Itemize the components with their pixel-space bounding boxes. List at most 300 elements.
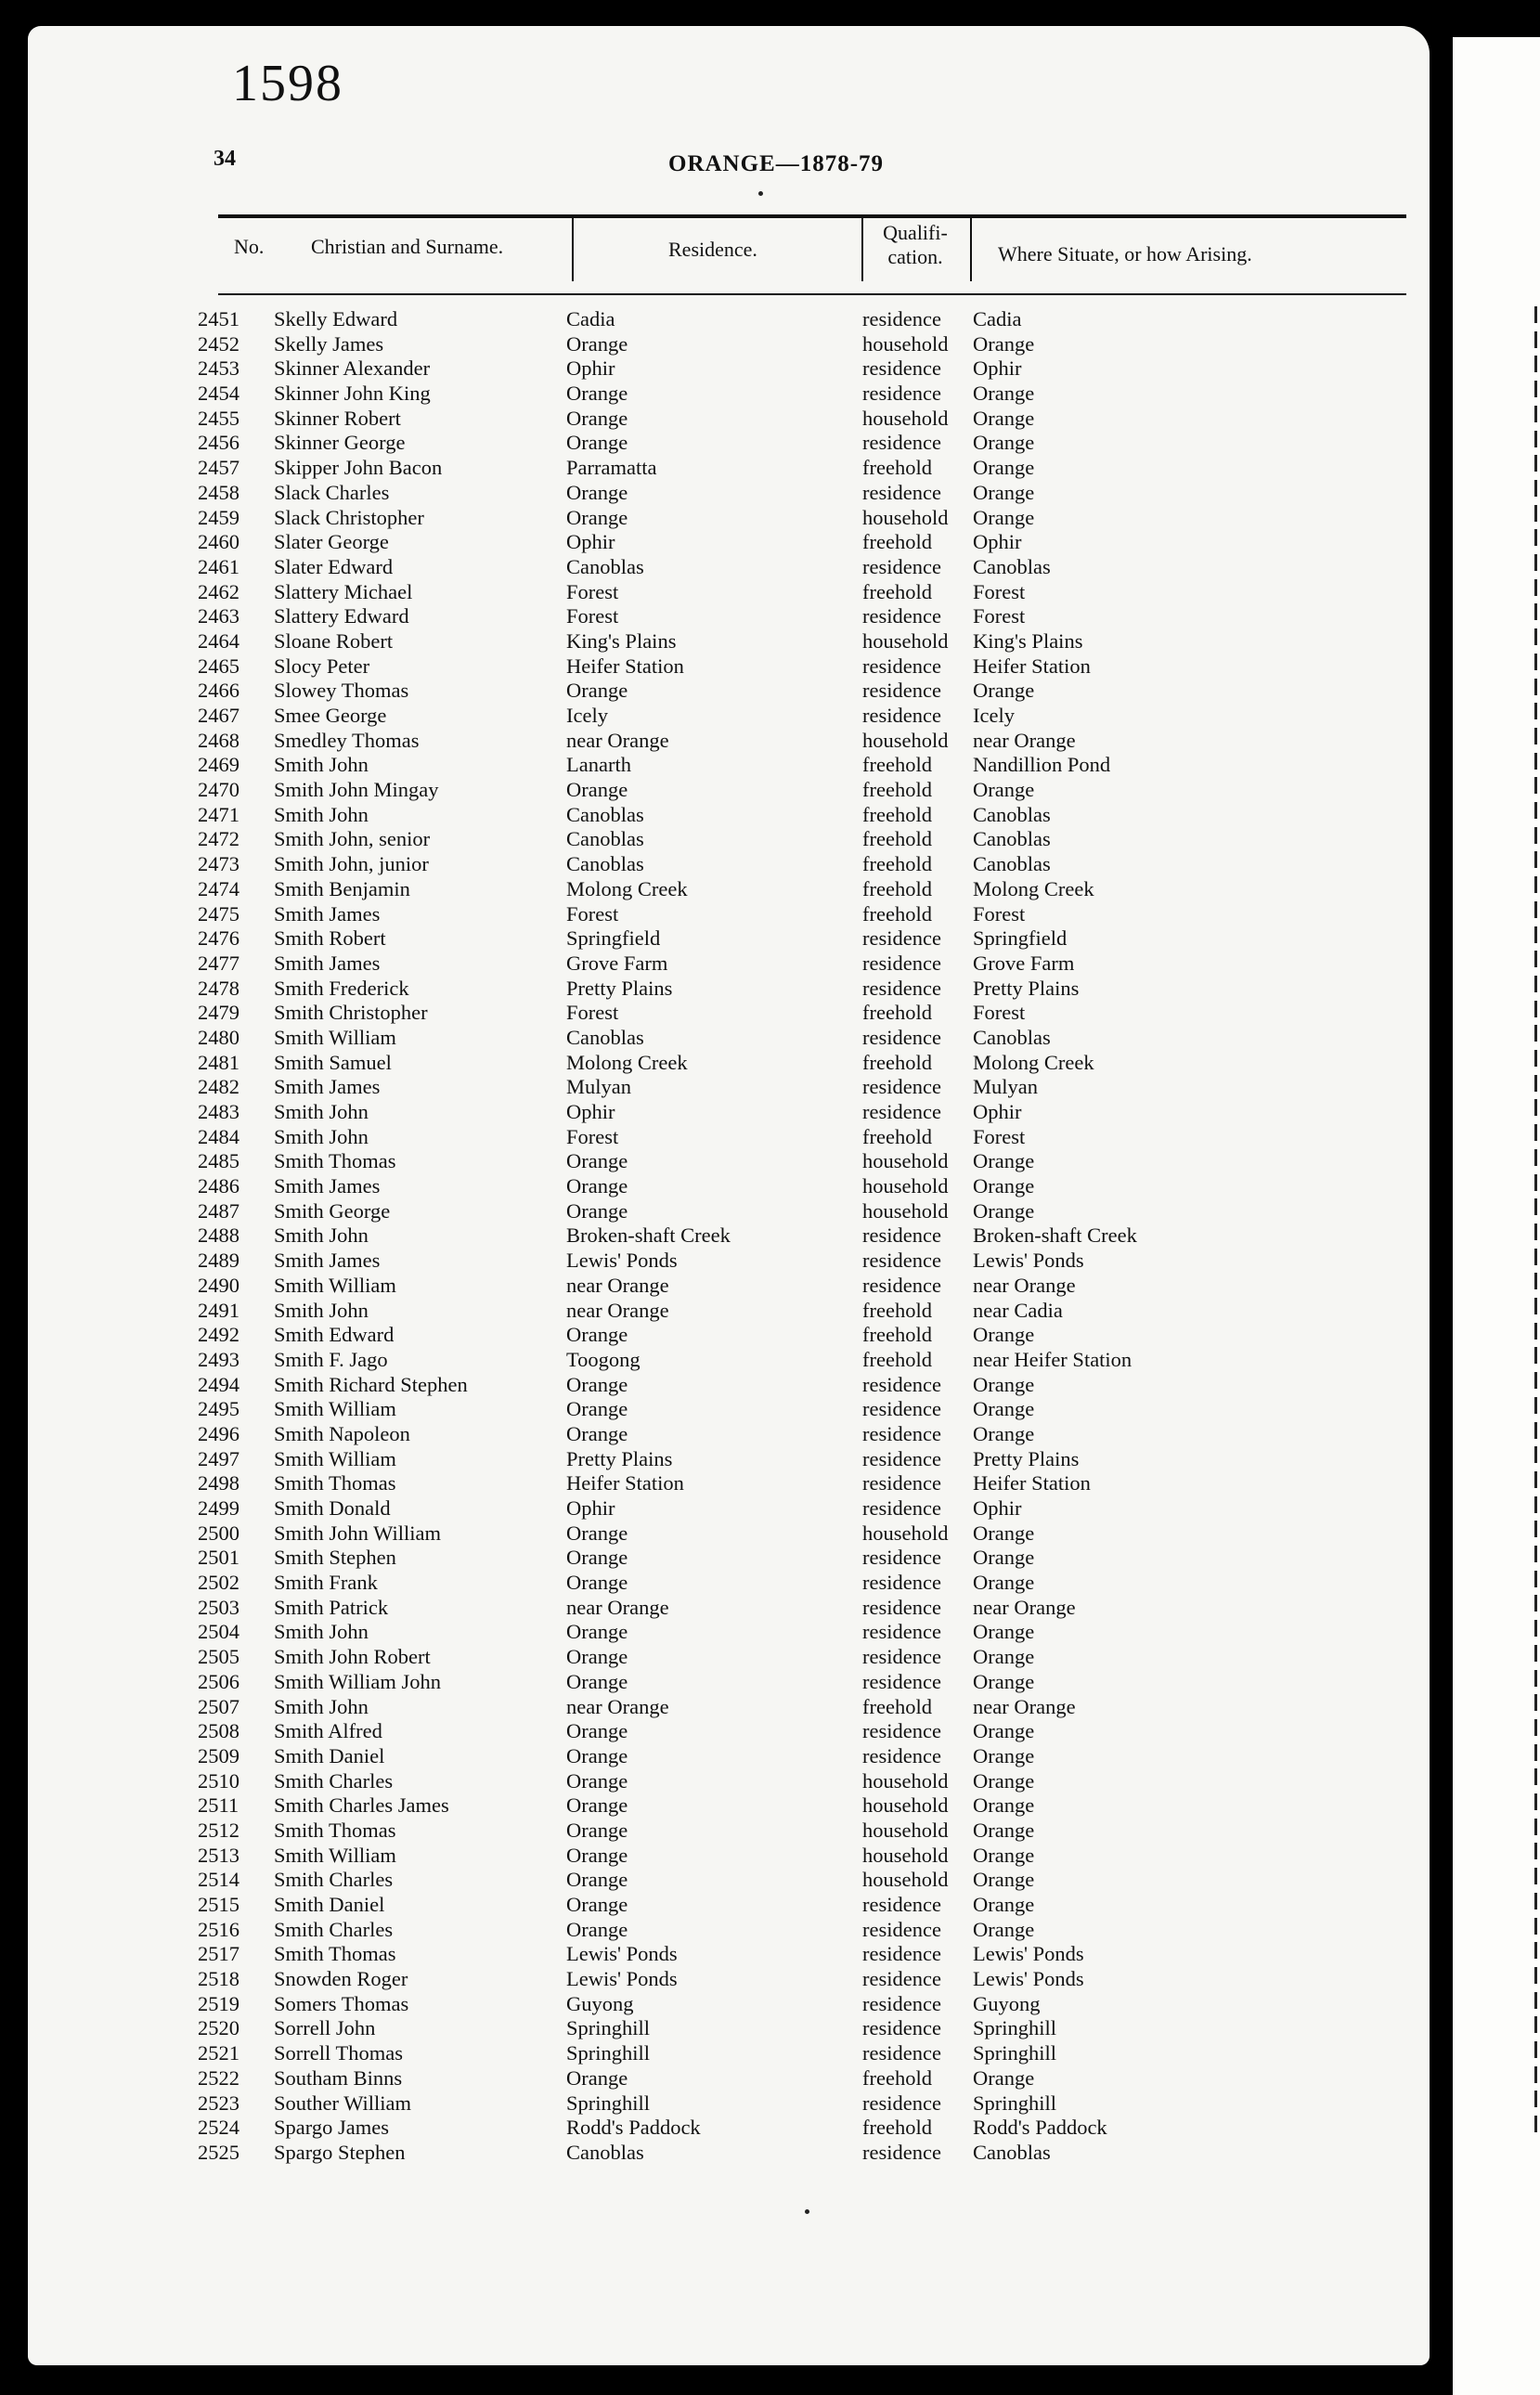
- entry-qualification: residence: [862, 1496, 941, 1520]
- entry-name: Smith Edward: [274, 1323, 395, 1347]
- edge-tick: [1525, 1249, 1537, 1265]
- entry-number: 2479: [198, 1001, 239, 1025]
- edge-tick: [1525, 1843, 1537, 1859]
- entry-residence: Orange: [566, 1620, 628, 1644]
- entry-name: Smith John, junior: [274, 852, 429, 876]
- entry-number: 2460: [198, 530, 239, 554]
- entry-qualification: residence: [862, 2140, 941, 2164]
- edge-tick: [1525, 1496, 1537, 1513]
- entry-qualification: residence: [862, 307, 941, 330]
- table-row: [28, 1025, 1430, 1050]
- edge-tick: [1525, 554, 1537, 571]
- table-row: [28, 1669, 1430, 1694]
- table-row: [28, 529, 1430, 554]
- entry-qualification: residence: [862, 951, 941, 975]
- table-row: [28, 1372, 1430, 1397]
- entry-number: 2483: [198, 1100, 239, 1123]
- entry-number: 2497: [198, 1446, 239, 1470]
- entry-qualification: household: [862, 1818, 949, 1842]
- entry-name: Smith James: [274, 1249, 381, 1273]
- entry-qualification: residence: [862, 2041, 941, 2065]
- entry-where-situate: near Orange: [973, 1595, 1076, 1619]
- edge-tick: [1525, 331, 1537, 348]
- entry-name: Smith William: [274, 1273, 396, 1297]
- entry-number: 2471: [198, 802, 239, 826]
- entry-qualification: residence: [862, 1893, 941, 1916]
- edge-tick: [1525, 1992, 1537, 2009]
- entry-qualification: freehold: [862, 579, 932, 603]
- entry-name: Smith William: [274, 1843, 396, 1867]
- edge-tick: [1525, 1050, 1537, 1067]
- edge-tick: [1525, 1223, 1537, 1240]
- entry-residence: Icely: [566, 704, 608, 727]
- entry-residence: Orange: [566, 1521, 628, 1545]
- entry-qualification: residence: [862, 554, 941, 578]
- entry-name: Sloane Robert: [274, 628, 394, 653]
- entry-qualification: freehold: [862, 456, 932, 480]
- entry-residence: Molong Creek: [566, 1050, 688, 1074]
- edge-tick: [1525, 1620, 1537, 1637]
- edge-tick: [1525, 1347, 1537, 1364]
- entry-residence: Orange: [566, 431, 628, 455]
- entry-qualification: freehold: [862, 1298, 932, 1322]
- entry-number: 2488: [198, 1223, 239, 1248]
- entry-number: 2500: [198, 1521, 239, 1545]
- entry-name: Slater Edward: [274, 554, 394, 578]
- entry-qualification: household: [862, 406, 949, 430]
- page-number: 34: [214, 147, 236, 171]
- entry-qualification: residence: [862, 1249, 941, 1273]
- entry-residence: Pretty Plains: [566, 1446, 673, 1470]
- entry-number: 2462: [198, 579, 239, 603]
- entry-number: 2523: [198, 2091, 239, 2115]
- entry-residence: Orange: [566, 1323, 628, 1347]
- entry-qualification: residence: [862, 1620, 941, 1644]
- entry-where-situate: near Cadia: [973, 1298, 1063, 1322]
- entry-residence: near Orange: [566, 1595, 669, 1619]
- entry-name: Smith James: [274, 1174, 381, 1198]
- entry-name: Skinner John King: [274, 382, 431, 406]
- entry-residence: Orange: [566, 1198, 628, 1223]
- entry-name: Souther William: [274, 2091, 412, 2115]
- edge-tick: [1525, 753, 1537, 770]
- entry-where-situate: Forest: [973, 1124, 1026, 1148]
- table-row: [28, 1347, 1430, 1372]
- entry-residence: Molong Creek: [566, 876, 688, 900]
- ink-speck: [758, 191, 763, 196]
- entry-number: 2464: [198, 628, 239, 653]
- entry-residence: Orange: [566, 406, 628, 430]
- entry-name: Smith William: [274, 1397, 396, 1421]
- entry-residence: Grove Farm: [566, 951, 668, 975]
- entry-residence: Orange: [566, 1397, 628, 1421]
- table-row: [28, 480, 1430, 505]
- table-row: [28, 1099, 1430, 1124]
- entry-residence: Toogong: [566, 1347, 641, 1371]
- table-row: [28, 430, 1430, 455]
- header-qualification: Qualifi- cation.: [883, 221, 948, 268]
- table-row: [28, 1694, 1430, 1719]
- entry-name: Smith Richard Stephen: [274, 1372, 468, 1396]
- entry-qualification: residence: [862, 1273, 941, 1297]
- edge-tick: [1525, 1571, 1537, 1587]
- entry-name: Smith Napoleon: [274, 1421, 410, 1445]
- entry-number: 2466: [198, 679, 239, 703]
- entry-residence: near Orange: [566, 1273, 669, 1297]
- entry-name: Smith Patrick: [274, 1595, 389, 1619]
- entry-where-situate: Orange: [973, 679, 1035, 703]
- entry-number: 2476: [198, 926, 239, 951]
- entry-name: Smith John: [274, 1223, 369, 1248]
- entry-number: 2496: [198, 1421, 239, 1445]
- entry-where-situate: Orange: [973, 1719, 1035, 1743]
- entry-qualification: freehold: [862, 1347, 932, 1371]
- table-row: [28, 802, 1430, 827]
- entry-where-situate: Molong Creek: [973, 876, 1094, 900]
- entry-name: Somers Thomas: [274, 1991, 409, 2015]
- entry-name: Smith Thomas: [274, 1149, 396, 1173]
- entry-number: 2452: [198, 331, 239, 356]
- entry-number: 2517: [198, 1942, 239, 1966]
- entry-residence: Guyong: [566, 1991, 634, 2015]
- entry-name: Smith John, senior: [274, 827, 431, 851]
- entry-where-situate: Grove Farm: [973, 951, 1075, 975]
- edge-tick: [1525, 1521, 1537, 1537]
- entry-residence: near Orange: [566, 1694, 669, 1718]
- entry-residence: Forest: [566, 901, 619, 926]
- entry-number: 2512: [198, 1818, 239, 1842]
- entry-residence: Orange: [566, 1669, 628, 1693]
- entry-residence: Orange: [566, 1743, 628, 1767]
- entry-residence: Orange: [566, 1719, 628, 1743]
- edge-tick: [1525, 851, 1537, 868]
- entry-number: 2458: [198, 480, 239, 504]
- entry-where-situate: Orange: [973, 1669, 1035, 1693]
- edge-tick: [1525, 431, 1537, 447]
- entry-where-situate: Orange: [973, 1843, 1035, 1867]
- table-row: [28, 381, 1430, 406]
- entry-residence: Springfield: [566, 926, 661, 951]
- entry-where-situate: near Heifer Station: [973, 1347, 1132, 1371]
- entry-where-situate: near Orange: [973, 1273, 1076, 1297]
- entry-where-situate: Orange: [973, 1521, 1035, 1545]
- entry-name: Smith Alfred: [274, 1719, 382, 1743]
- edge-tick: [1525, 1198, 1537, 1215]
- entry-qualification: residence: [862, 1223, 941, 1248]
- table-row: [28, 1421, 1430, 1446]
- entry-where-situate: King's Plains: [973, 628, 1083, 653]
- table-row: [28, 579, 1430, 604]
- entry-residence: Ophir: [566, 356, 615, 381]
- entry-name: Slater George: [274, 530, 389, 554]
- entry-residence: Lewis' Ponds: [566, 1942, 678, 1966]
- entry-where-situate: Springhill: [973, 2091, 1057, 2115]
- entry-qualification: residence: [862, 1967, 941, 1991]
- entry-qualification: residence: [862, 2016, 941, 2040]
- entry-name: Slowey Thomas: [274, 679, 409, 703]
- entry-qualification: residence: [862, 1669, 941, 1693]
- document-page: [28, 26, 1430, 2365]
- entry-where-situate: Forest: [973, 901, 1026, 926]
- entry-qualification: residence: [862, 480, 941, 504]
- table-row: [28, 356, 1430, 381]
- edge-tick: [1525, 1174, 1537, 1191]
- table-row: [28, 826, 1430, 851]
- entry-where-situate: Heifer Station: [973, 654, 1091, 678]
- entry-qualification: household: [862, 1198, 949, 1223]
- entry-where-situate: Orange: [973, 382, 1035, 406]
- entry-number: 2502: [198, 1571, 239, 1595]
- entry-name: Smith F. Jago: [274, 1347, 388, 1371]
- entry-number: 2522: [198, 2065, 239, 2090]
- entry-name: Smith Daniel: [274, 1893, 385, 1916]
- entry-qualification: household: [862, 1793, 949, 1818]
- entry-number: 2495: [198, 1397, 239, 1421]
- entry-where-situate: Orange: [973, 778, 1035, 802]
- edge-tick: [1525, 480, 1537, 497]
- entry-where-situate: Lewis' Ponds: [973, 1942, 1084, 1966]
- table-row: [28, 951, 1430, 976]
- entry-name: Smith Christopher: [274, 1001, 428, 1025]
- entry-qualification: residence: [862, 1397, 941, 1421]
- entry-qualification: residence: [862, 976, 941, 1000]
- table-row: [28, 1768, 1430, 1793]
- edge-tick: [1525, 901, 1537, 918]
- entry-where-situate: Nandillion Pond: [973, 753, 1111, 777]
- table-row: [28, 1843, 1430, 1868]
- edge-tick: [1525, 1546, 1537, 1562]
- entry-number: 2505: [198, 1645, 239, 1669]
- edge-tick: [1525, 455, 1537, 472]
- entry-qualification: freehold: [862, 876, 932, 900]
- entry-residence: Canoblas: [566, 802, 644, 826]
- table-row: [28, 1173, 1430, 1198]
- entry-qualification: freehold: [862, 2116, 932, 2140]
- entry-where-situate: Lewis' Ponds: [973, 1967, 1084, 1991]
- table-row: [28, 1867, 1430, 1892]
- entry-qualification: residence: [862, 356, 941, 381]
- edge-tick: [1525, 306, 1537, 323]
- entry-qualification: household: [862, 1843, 949, 1867]
- entry-residence: Orange: [566, 1372, 628, 1396]
- entry-where-situate: near Orange: [973, 728, 1076, 752]
- entry-number: 2501: [198, 1546, 239, 1570]
- entry-where-situate: Orange: [973, 1323, 1035, 1347]
- edge-tick: [1525, 2066, 1537, 2083]
- entry-residence: Lewis' Ponds: [566, 1967, 678, 1991]
- entry-qualification: freehold: [862, 852, 932, 876]
- entry-number: 2508: [198, 1719, 239, 1743]
- entry-number: 2492: [198, 1323, 239, 1347]
- entry-residence: Ophir: [566, 530, 615, 554]
- entry-where-situate: Springhill: [973, 2016, 1057, 2040]
- entry-where-situate: Pretty Plains: [973, 976, 1080, 1000]
- entry-qualification: household: [862, 1868, 949, 1892]
- edge-tick: [1525, 1446, 1537, 1463]
- entry-number: 2481: [198, 1050, 239, 1074]
- entry-name: Smith Donald: [274, 1496, 391, 1520]
- table-row: [28, 2091, 1430, 2116]
- edge-tick: [1525, 1372, 1537, 1389]
- entry-qualification: residence: [862, 1546, 941, 1570]
- entry-residence: Canoblas: [566, 554, 644, 578]
- table-row: [28, 678, 1430, 703]
- entry-name: Sorrell Thomas: [274, 2041, 403, 2065]
- entry-where-situate: Canoblas: [973, 2140, 1051, 2164]
- entry-number: 2516: [198, 1917, 239, 1941]
- edge-tick: [1525, 802, 1537, 819]
- entry-number: 2520: [198, 2016, 239, 2040]
- edge-tick: [1525, 728, 1537, 744]
- entry-where-situate: Canoblas: [973, 1025, 1051, 1049]
- edge-tick: [1525, 1149, 1537, 1166]
- edge-tick: [1525, 1124, 1537, 1141]
- entry-residence: Canoblas: [566, 2140, 644, 2164]
- entry-name: Smith Robert: [274, 926, 386, 951]
- table-row: [28, 1248, 1430, 1273]
- entry-name: Sorrell John: [274, 2016, 376, 2040]
- entry-qualification: household: [862, 505, 949, 529]
- entry-where-situate: Orange: [973, 1397, 1035, 1421]
- entry-qualification: residence: [862, 1942, 941, 1966]
- entry-residence: Canoblas: [566, 827, 644, 851]
- table-row: [28, 1718, 1430, 1743]
- entry-residence: Rodd's Paddock: [566, 2116, 701, 2140]
- entry-number: 2511: [198, 1793, 239, 1818]
- entry-qualification: residence: [862, 1991, 941, 2015]
- entry-qualification: freehold: [862, 778, 932, 802]
- entry-residence: Lanarth: [566, 753, 631, 777]
- edge-tick: [1525, 1918, 1537, 1935]
- entry-residence: Mulyan: [566, 1075, 631, 1099]
- entry-residence: Orange: [566, 1843, 628, 1867]
- entry-where-situate: Molong Creek: [973, 1050, 1094, 1074]
- entry-where-situate: Orange: [973, 1768, 1035, 1793]
- entry-residence: Springhill: [566, 2041, 651, 2065]
- entry-where-situate: Orange: [973, 1893, 1035, 1916]
- entry-number: 2473: [198, 852, 239, 876]
- entry-name: Slack Christopher: [274, 505, 424, 529]
- entry-number: 2499: [198, 1496, 239, 1520]
- edge-tick: [1525, 951, 1537, 967]
- entry-number: 2480: [198, 1025, 239, 1049]
- entry-name: Smith Stephen: [274, 1546, 396, 1570]
- entry-residence: Orange: [566, 1421, 628, 1445]
- entry-name: Southam Binns: [274, 2065, 403, 2090]
- entry-name: Smith John William: [274, 1521, 441, 1545]
- entry-residence: Heifer Station: [566, 654, 684, 678]
- table-row: [28, 2040, 1430, 2065]
- edge-tick: [1525, 1595, 1537, 1612]
- entry-qualification: residence: [862, 604, 941, 628]
- entry-number: 2472: [198, 827, 239, 851]
- entry-qualification: freehold: [862, 802, 932, 826]
- entry-name: Smith John: [274, 1100, 369, 1123]
- entry-qualification: freehold: [862, 1124, 932, 1148]
- edge-tick: [1525, 1471, 1537, 1488]
- entry-name: Smedley Thomas: [274, 728, 420, 752]
- table-row: [28, 455, 1430, 480]
- entry-where-situate: Guyong: [973, 1991, 1041, 2015]
- entry-name: Skelly Edward: [274, 307, 398, 330]
- entry-where-situate: Broken-shaft Creek: [973, 1223, 1137, 1248]
- table-row: [28, 1198, 1430, 1223]
- edge-tick: [1525, 827, 1537, 844]
- ink-speck: [805, 2209, 809, 2214]
- entry-number: 2465: [198, 654, 239, 678]
- entry-number: 2494: [198, 1372, 239, 1396]
- entry-where-situate: Canoblas: [973, 827, 1051, 851]
- entry-where-situate: Orange: [973, 1917, 1035, 1941]
- entry-where-situate: Orange: [973, 1421, 1035, 1445]
- entry-residence: Canoblas: [566, 852, 644, 876]
- entry-number: 2456: [198, 431, 239, 455]
- entry-name: Smith William: [274, 1446, 396, 1470]
- entry-name: Smith John: [274, 1620, 369, 1644]
- entry-qualification: residence: [862, 1100, 941, 1123]
- entry-where-situate: Pretty Plains: [973, 1446, 1080, 1470]
- table-row: [28, 505, 1430, 530]
- entry-where-situate: Lewis' Ponds: [973, 1249, 1084, 1273]
- entry-number: 2489: [198, 1249, 239, 1273]
- entry-name: Smith James: [274, 1075, 381, 1099]
- entry-where-situate: Ophir: [973, 1496, 1022, 1520]
- entry-where-situate: Ophir: [973, 530, 1022, 554]
- entry-residence: Orange: [566, 1893, 628, 1916]
- entry-number: 2469: [198, 753, 239, 777]
- entry-residence: Orange: [566, 1149, 628, 1173]
- entry-where-situate: near Orange: [973, 1694, 1076, 1718]
- edge-tick: [1525, 1323, 1537, 1340]
- entry-number: 2491: [198, 1298, 239, 1322]
- entry-residence: Forest: [566, 1001, 619, 1025]
- entry-where-situate: Orange: [973, 480, 1035, 504]
- table-row: [28, 2115, 1430, 2140]
- entry-qualification: household: [862, 728, 949, 752]
- entry-qualification: residence: [862, 1645, 941, 1669]
- entry-number: 2490: [198, 1273, 239, 1297]
- entry-residence: Orange: [566, 505, 628, 529]
- header-top-rule: [218, 214, 1406, 218]
- entry-where-situate: Orange: [973, 331, 1035, 356]
- entry-name: Smith William John: [274, 1669, 441, 1693]
- entry-where-situate: Orange: [973, 1546, 1035, 1570]
- entry-residence: Lewis' Ponds: [566, 1249, 678, 1273]
- entry-residence: Orange: [566, 1645, 628, 1669]
- entry-name: Smith Thomas: [274, 1818, 396, 1842]
- entry-where-situate: Orange: [973, 1645, 1035, 1669]
- entry-number: 2468: [198, 728, 239, 752]
- entry-where-situate: Orange: [973, 431, 1035, 455]
- entry-name: Skipper John Bacon: [274, 456, 443, 480]
- edge-tick: [1525, 1001, 1537, 1017]
- edge-tick: [1525, 976, 1537, 992]
- entry-where-situate: Orange: [973, 1620, 1035, 1644]
- entry-where-situate: Orange: [973, 1793, 1035, 1818]
- edge-tick: [1525, 1694, 1537, 1711]
- entry-where-situate: Orange: [973, 1149, 1035, 1173]
- entry-residence: Orange: [566, 1793, 628, 1818]
- entry-residence: Forest: [566, 604, 619, 628]
- edge-tick: [1525, 777, 1537, 794]
- entry-qualification: household: [862, 331, 949, 356]
- entry-qualification: residence: [862, 1743, 941, 1767]
- entry-number: 2521: [198, 2041, 239, 2065]
- entry-residence: near Orange: [566, 1298, 669, 1322]
- entry-qualification: residence: [862, 1917, 941, 1941]
- edge-tick: [1525, 1942, 1537, 1959]
- entry-residence: Orange: [566, 1571, 628, 1595]
